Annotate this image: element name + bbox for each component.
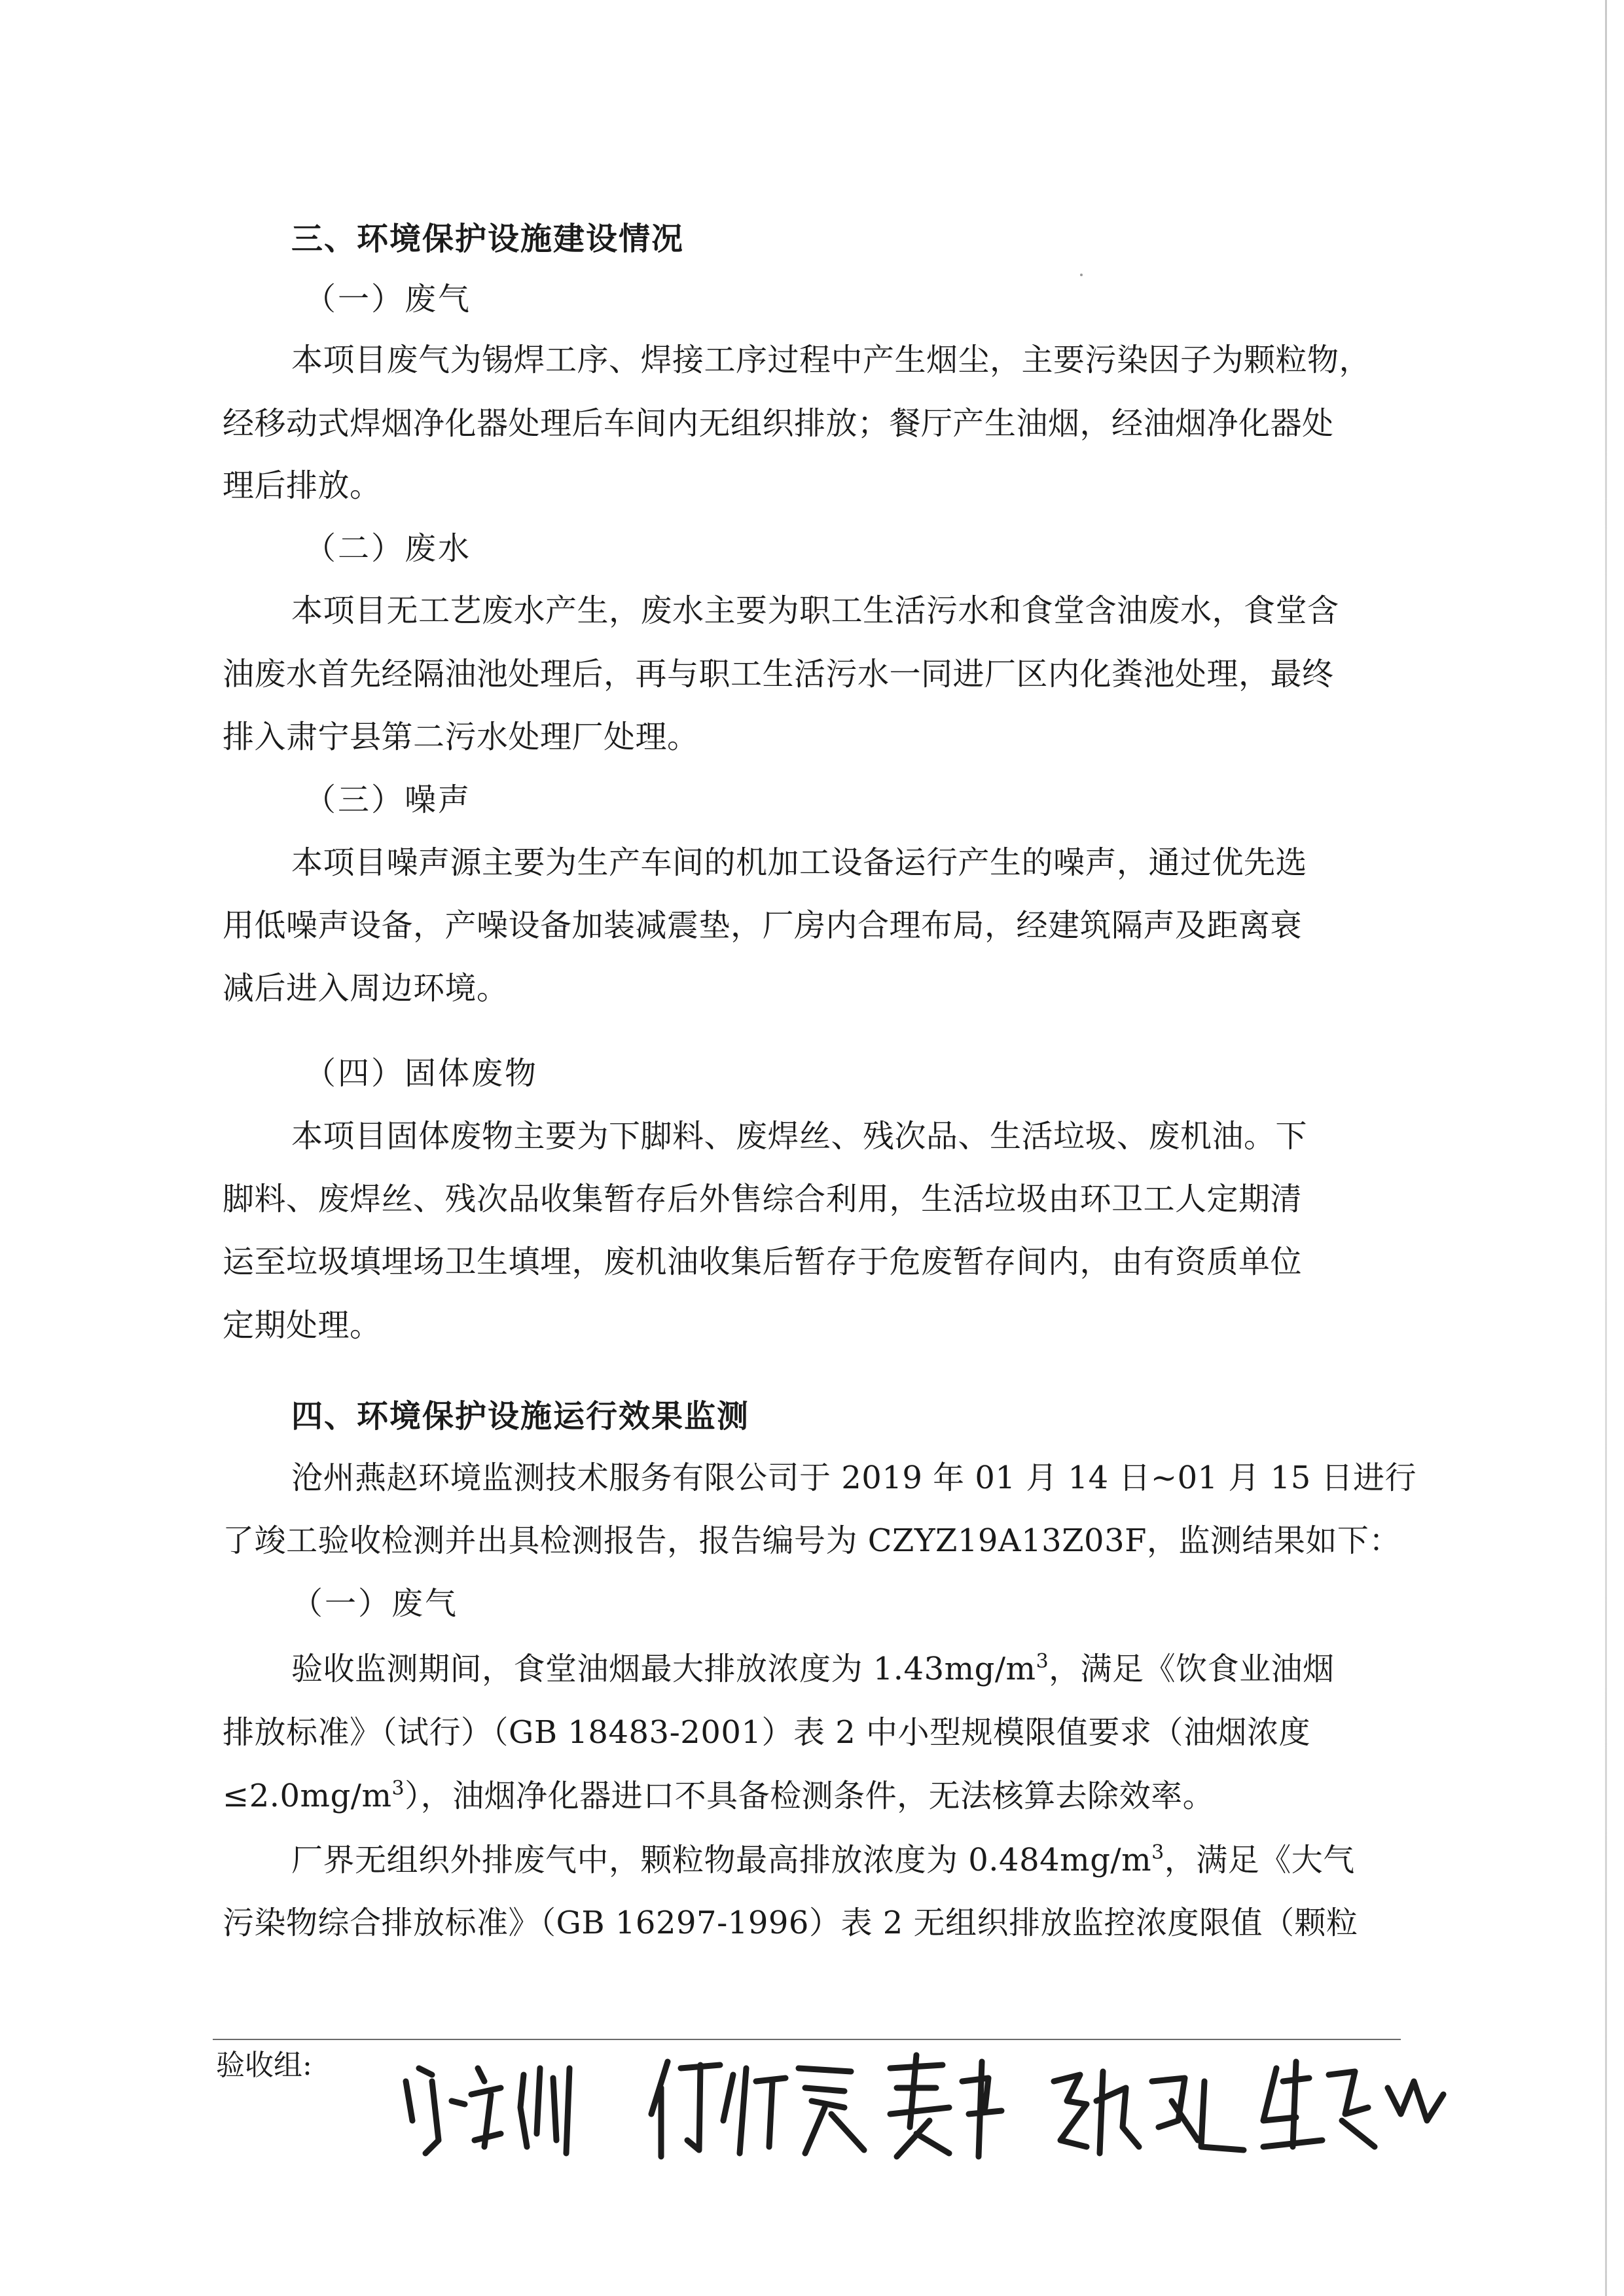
paragraph-line: 减后进入周边环境。 <box>223 970 509 1007</box>
paragraph-line <box>291 1840 1355 1880</box>
scan-edge-line <box>1605 0 1607 2296</box>
section-4-1-title: （一）废气 <box>291 1585 459 1622</box>
paragraph-line: 理后排放。 <box>223 467 382 504</box>
signature-2 <box>651 2062 864 2157</box>
scan-speck <box>1080 274 1083 276</box>
section-3-1-title: （一）废气 <box>304 281 472 317</box>
section-3-title: 三、环境保护设施建设情况 <box>291 221 685 257</box>
paragraph-line: 用低噪声设备，产噪设备加装减震垫，厂房内合理布局，经建筑隔声及距离衰 <box>223 907 1303 944</box>
section-3-3-title: （三）噪声 <box>304 781 472 818</box>
paragraph-line: 本项目噪声源主要为生产车间的机加工设备运行产生的噪声，通过优先选 <box>291 844 1308 881</box>
footer-rule <box>213 2039 1401 2040</box>
paragraph-line: 本项目无工艺废水产生，废水主要为职工生活污水和食堂含油废水，食堂含 <box>291 592 1339 629</box>
paragraph-line: 脚料、废焊丝、残次品收集暂存后外售综合利用，生活垃圾由环卫工人定期清 <box>223 1181 1303 1217</box>
paragraph-line: 油废水首先经隔油池处理后，再与职工生活污水一同进厂区内化粪池处理，最终 <box>223 656 1334 692</box>
paragraph-line: 排入肃宁县第二污水处理厂处理。 <box>223 719 699 755</box>
text-run: ，满足《大气 <box>1164 1842 1355 1878</box>
text-run: ≤2.0mg/m <box>223 1778 392 1814</box>
signature-5 <box>1263 2062 1443 2147</box>
section-3-4-title: （四）固体废物 <box>304 1055 539 1092</box>
paragraph-line: 污染物综合排放标准》（GB 16297-1996）表 2 无组织排放监控浓度限值（颗粒 <box>223 1905 1358 1941</box>
paragraph-line: 沧州燕赵环境监测技术服务有限公司于 2019 年 01 月 14 日~01 月 15 日进行 <box>291 1460 1417 1496</box>
section-3-2-title: （二）废水 <box>304 530 472 567</box>
superscript: 3 <box>1151 1841 1164 1864</box>
paragraph-line: 本项目废气为锡焊工序、焊接工序过程中产生烟尘，主要污染因子为颗粒物， <box>291 342 1371 378</box>
paragraph-line <box>223 1776 1214 1816</box>
text-run: 厂界无组织外排废气中，颗粒物最高排放浓度为 0.484mg/m <box>291 1842 1152 1878</box>
signature-3 <box>890 2055 1001 2157</box>
signature-1 <box>406 2068 569 2153</box>
paragraph-line: 运至垃圾填埋场卫生填埋，废机油收集后暂存于危废暂存间内，由有资质单位 <box>223 1244 1303 1280</box>
superscript: 3 <box>391 1777 405 1800</box>
paragraph-line: 了竣工验收检测并出具检测报告，报告编号为 CZYZ19A13Z03F，监测结果如下： <box>223 1522 1401 1559</box>
text-run: ），油烟净化器进口不具备检测条件，无法核算去除效率。 <box>405 1778 1215 1814</box>
paragraph-line: 排放标准》（试行）（GB 18483-2001）表 2 中小型规模限值要求（油烟浓度 <box>223 1714 1311 1751</box>
paragraph-line <box>291 1649 1335 1689</box>
acceptance-group-label: 验收组: <box>216 2049 312 2082</box>
text-run: 验收监测期间，食堂油烟最大排放浓度为 1.43mg/m <box>291 1651 1036 1687</box>
paragraph-line: 本项目固体废物主要为下脚料、废焊丝、残次品、生活垃圾、废机油。下 <box>291 1118 1308 1155</box>
superscript: 3 <box>1036 1650 1049 1673</box>
section-4-title: 四、环境保护设施运行效果监测 <box>291 1398 750 1435</box>
text-run: ，满足《饮食业油烟 <box>1049 1651 1335 1687</box>
paragraph-line: 定期处理。 <box>223 1307 382 1344</box>
handwritten-signatures <box>393 2042 1453 2166</box>
signature-4 <box>1054 2072 1244 2153</box>
paragraph-line: 经移动式焊烟净化器处理后车间内无组织排放；餐厅产生油烟，经油烟净化器处 <box>223 405 1334 442</box>
